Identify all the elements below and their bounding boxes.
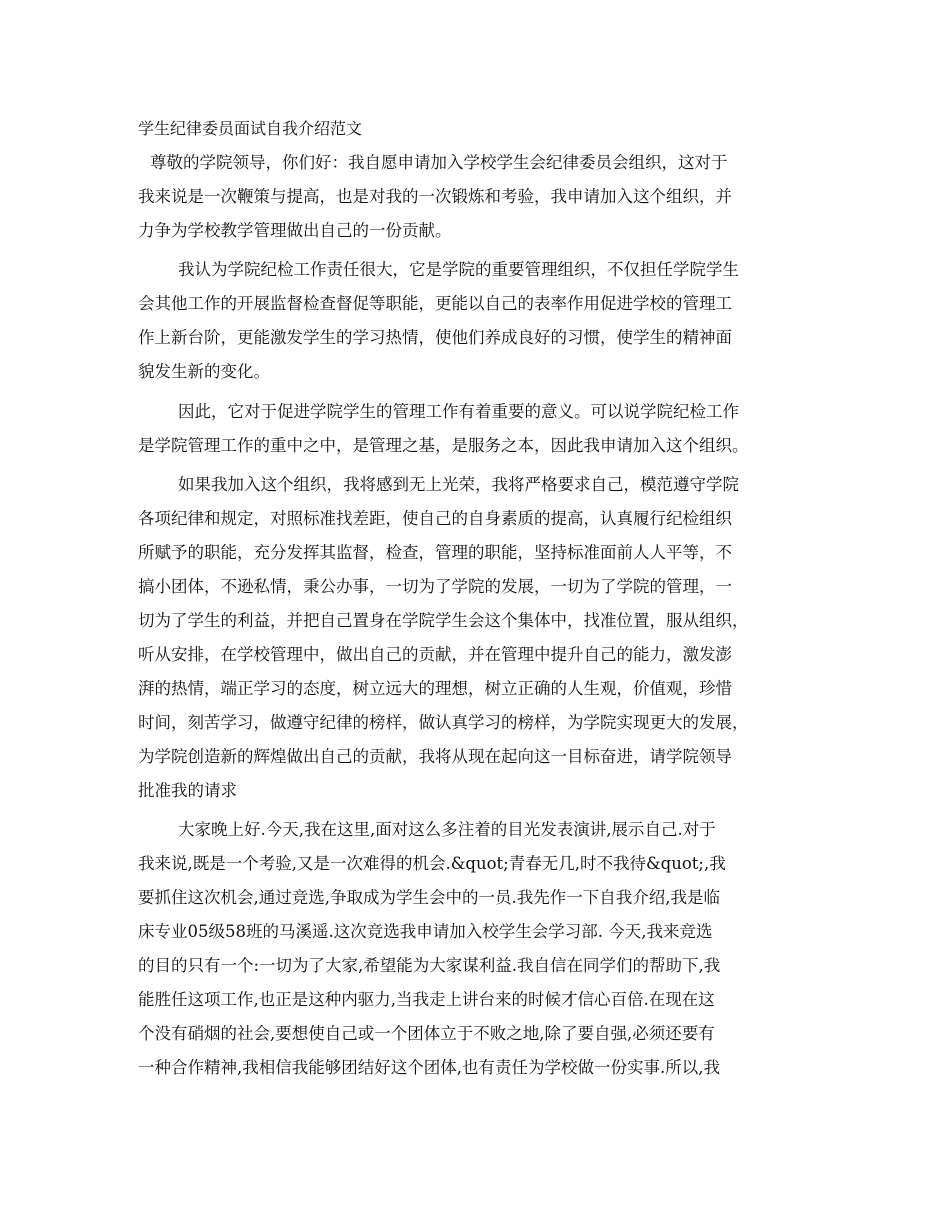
- text-line: 个没有硝烟的社会,要想使自己或一个团体立于不败之地,除了要自强,必须还要有: [138, 1024, 715, 1043]
- text-line: 湃的热情，端正学习的态度，树立远大的理想，树立正确的人生观，价值观，珍惜: [138, 679, 732, 698]
- text-line: 能胜任这项工作,也正是这种内驱力,当我走上讲台来的时候才信心百倍.在现在这: [138, 990, 715, 1009]
- text-line: 貌发生新的变化。: [138, 362, 270, 381]
- text-line: 我来说,既是一个考验,又是一次难得的机会.&quot;青春无几,时不我待&quot;,我: [138, 854, 726, 873]
- text-line: 一种合作精神,我相信我能够团结好这个团体,也有责任为学校做一份实事.所以,我: [138, 1058, 720, 1077]
- text-line: 所赋予的职能，充分发挥其监督，检查，管理的职能，坚持标准面前人人平等，不: [138, 543, 732, 562]
- text-line: 如果我加入这个组织，我将感到无上光荣，我将严格要求自己，模范遵守学院: [178, 475, 739, 494]
- text-line: 因此，它对于促进学院学生的管理工作有着重要的意义。可以说学院纪检工作: [178, 402, 739, 421]
- text-line: 力争为学校教学管理做出自己的一份贡献。: [138, 221, 452, 240]
- text-line: 的目的只有一个:一切为了大家,希望能为大家谋利益.我自信在同学们的帮助下,我: [138, 956, 721, 975]
- text-line: 搞小团体，不逊私情，秉公办事，一切为了学院的发展，一切为了学院的管理，一: [138, 577, 732, 596]
- text-line: 我认为学院纪检工作责任很大，它是学院的重要管理组织，不仅担任学院学生: [178, 260, 739, 279]
- text-line: 作上新台阶，更能激发学生的学习热情，使他们养成良好的习惯，使学生的精神面: [138, 328, 732, 347]
- text-line: 为学院创造新的辉煌做出自己的贡献，我将从现在起向这一目标奋进，请学院领导: [138, 747, 732, 766]
- text-line: 尊敬的学院领导，你们好：我自愿申请加入学校学生会纪律委员会组织，这对于: [150, 153, 728, 172]
- text-line: 各项纪律和规定，对照标准找差距，使自己的自身素质的提高，认真履行纪检组织: [138, 509, 732, 528]
- text-line: 批准我的请求: [138, 781, 237, 800]
- text-line: 听从安排，在学校管理中，做出自己的贡献，并在管理中提升自己的能力，激发澎: [138, 645, 732, 664]
- text-line: 大家晚上好.今天,我在这里,面对这么多注着的目光发表演讲,展示自己.对于: [178, 820, 716, 839]
- text-line: 是学院管理工作的重中之中，是管理之基，是服务之本，因此我申请加入这个组织。: [138, 436, 749, 455]
- text-line: 要抓住这次机会,通过竞选,争取成为学生会中的一员.我先作一下自我介绍,我是临: [138, 888, 720, 907]
- text-line: 切为了学生的利益，并把自己置身在学院学生会这个集体中，找准位置，服从组织，: [138, 611, 749, 630]
- text-line: 会其他工作的开展监督检查督促等职能，更能以自己的表率作用促进学校的管理工: [138, 294, 732, 313]
- text-line: 床专业05级58班的马溪遥.这次竞选我申请加入校学生会学习部. 今天,我来竞选: [138, 922, 713, 941]
- text-line: 我来说是一次鞭策与提高，也是对我的一次锻炼和考验，我申请加入这个组织，并: [138, 187, 732, 206]
- document-title: 学生纪律委员面试自我介绍范文: [138, 119, 363, 138]
- text-line: 时间，刻苦学习，做遵守纪律的榜样，做认真学习的榜样，为学院实现更大的发展，: [138, 713, 749, 732]
